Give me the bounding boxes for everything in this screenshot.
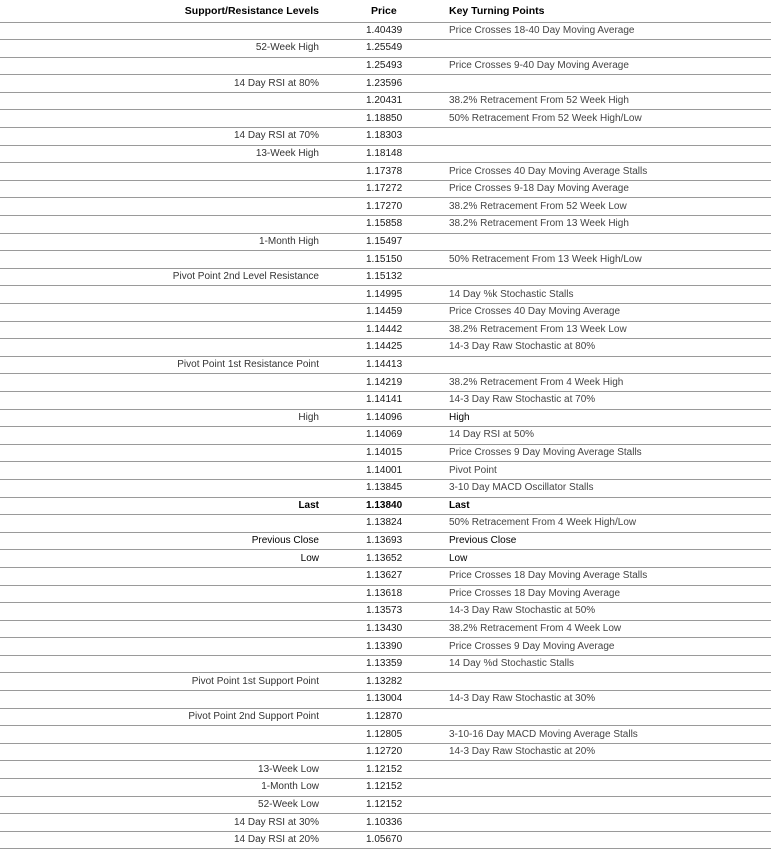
turning-point-cell: 50% Retracement From 4 Week High/Low xyxy=(442,515,771,533)
header-key-turning-points: Key Turning Points xyxy=(442,0,771,22)
level-cell xyxy=(0,691,327,709)
price-cell: 1.12152 xyxy=(327,761,442,779)
turning-point-cell xyxy=(442,268,771,286)
level-cell: 14 Day RSI at 30% xyxy=(0,814,327,832)
level-cell: Low xyxy=(0,550,327,568)
level-cell xyxy=(0,216,327,234)
price-cell: 1.14141 xyxy=(327,391,442,409)
level-cell xyxy=(0,391,327,409)
price-cell: 1.14442 xyxy=(327,321,442,339)
turning-point-cell: Price Crosses 9 Day Moving Average xyxy=(442,638,771,656)
turning-point-cell: 14 Day %d Stochastic Stalls xyxy=(442,655,771,673)
turning-point-cell: 14-3 Day Raw Stochastic at 50% xyxy=(442,603,771,621)
table-row xyxy=(0,567,771,585)
table-row xyxy=(0,814,771,832)
turning-point-cell xyxy=(442,128,771,146)
header-price: Price xyxy=(327,0,442,22)
turning-point-cell: Price Crosses 18 Day Moving Average Stalls xyxy=(442,567,771,585)
level-cell xyxy=(0,567,327,585)
table-row xyxy=(0,92,771,110)
level-cell: Pivot Point 1st Support Point xyxy=(0,673,327,691)
table-row xyxy=(0,268,771,286)
level-cell xyxy=(0,603,327,621)
price-cell: 1.13845 xyxy=(327,479,442,497)
level-cell xyxy=(0,110,327,128)
level-cell: 1-Month Low xyxy=(0,779,327,797)
level-cell: Last xyxy=(0,497,327,515)
price-cell: 1.13282 xyxy=(327,673,442,691)
price-cell: 1.17272 xyxy=(327,180,442,198)
price-cell: 1.13627 xyxy=(327,567,442,585)
table-row xyxy=(0,497,771,515)
level-cell: Pivot Point 2nd Level Resistance xyxy=(0,268,327,286)
level-cell xyxy=(0,444,327,462)
price-cell: 1.13824 xyxy=(327,515,442,533)
table-row xyxy=(0,691,771,709)
table-row xyxy=(0,391,771,409)
level-cell xyxy=(0,479,327,497)
table-row xyxy=(0,22,771,40)
price-cell: 1.40439 xyxy=(327,22,442,40)
turning-point-cell xyxy=(442,673,771,691)
table-row xyxy=(0,462,771,480)
turning-point-cell xyxy=(442,40,771,58)
table-row xyxy=(0,655,771,673)
level-cell xyxy=(0,251,327,269)
turning-point-cell: 3-10-16 Day MACD Moving Average Stalls xyxy=(442,726,771,744)
level-cell: 1-Month High xyxy=(0,233,327,251)
price-cell: 1.15497 xyxy=(327,233,442,251)
table-row xyxy=(0,110,771,128)
price-cell: 1.13390 xyxy=(327,638,442,656)
price-cell: 1.17378 xyxy=(327,163,442,181)
level-cell xyxy=(0,620,327,638)
table-row xyxy=(0,409,771,427)
table-row xyxy=(0,286,771,304)
price-cell: 1.20431 xyxy=(327,92,442,110)
table-row xyxy=(0,427,771,445)
turning-point-cell: 3-10 Day MACD Oscillator Stalls xyxy=(442,479,771,497)
level-cell xyxy=(0,462,327,480)
table-row xyxy=(0,708,771,726)
table-row xyxy=(0,532,771,550)
turning-point-cell xyxy=(442,356,771,374)
price-cell: 1.14425 xyxy=(327,339,442,357)
price-cell: 1.14015 xyxy=(327,444,442,462)
table-row xyxy=(0,304,771,322)
table-body xyxy=(0,22,771,849)
table-row xyxy=(0,638,771,656)
turning-point-cell: Price Crosses 40 Day Moving Average Stalls xyxy=(442,163,771,181)
turning-point-cell: 50% Retracement From 52 Week High/Low xyxy=(442,110,771,128)
price-cell: 1.18850 xyxy=(327,110,442,128)
price-cell: 1.12805 xyxy=(327,726,442,744)
table-row xyxy=(0,796,771,814)
price-cell: 1.14069 xyxy=(327,427,442,445)
table-row xyxy=(0,128,771,146)
turning-point-cell xyxy=(442,708,771,726)
price-cell: 1.13840 xyxy=(327,497,442,515)
table-row xyxy=(0,620,771,638)
price-cell: 1.23596 xyxy=(327,75,442,93)
level-cell: Pivot Point 2nd Support Point xyxy=(0,708,327,726)
table-row xyxy=(0,831,771,849)
table-row xyxy=(0,233,771,251)
level-cell: 13-Week High xyxy=(0,145,327,163)
table-row xyxy=(0,761,771,779)
table-row xyxy=(0,779,771,797)
level-cell xyxy=(0,198,327,216)
table-row xyxy=(0,515,771,533)
level-cell xyxy=(0,638,327,656)
table-row xyxy=(0,356,771,374)
turning-point-cell: Last xyxy=(442,497,771,515)
turning-point-cell: 38.2% Retracement From 13 Week High xyxy=(442,216,771,234)
table-row xyxy=(0,673,771,691)
turning-point-cell xyxy=(442,814,771,832)
turning-point-cell: 38.2% Retracement From 13 Week Low xyxy=(442,321,771,339)
level-cell xyxy=(0,374,327,392)
level-cell xyxy=(0,304,327,322)
level-cell xyxy=(0,180,327,198)
level-cell xyxy=(0,339,327,357)
turning-point-cell: Price Crosses 18-40 Day Moving Average xyxy=(442,22,771,40)
price-cell: 1.14096 xyxy=(327,409,442,427)
turning-point-cell: Price Crosses 18 Day Moving Average xyxy=(442,585,771,603)
turning-point-cell: 14 Day %k Stochastic Stalls xyxy=(442,286,771,304)
price-cell: 1.15858 xyxy=(327,216,442,234)
turning-point-cell: Low xyxy=(442,550,771,568)
price-cell: 1.05670 xyxy=(327,831,442,849)
level-cell: 14 Day RSI at 20% xyxy=(0,831,327,849)
price-cell: 1.13359 xyxy=(327,655,442,673)
turning-point-cell: 14-3 Day Raw Stochastic at 30% xyxy=(442,691,771,709)
price-cell: 1.12720 xyxy=(327,743,442,761)
level-cell xyxy=(0,321,327,339)
table-row xyxy=(0,743,771,761)
table-row xyxy=(0,321,771,339)
table-row xyxy=(0,40,771,58)
table-row xyxy=(0,216,771,234)
price-cell: 1.13618 xyxy=(327,585,442,603)
price-cell: 1.25549 xyxy=(327,40,442,58)
turning-point-cell: 38.2% Retracement From 4 Week Low xyxy=(442,620,771,638)
table-row xyxy=(0,479,771,497)
turning-point-cell xyxy=(442,145,771,163)
level-cell xyxy=(0,515,327,533)
price-cell: 1.14413 xyxy=(327,356,442,374)
level-cell: 14 Day RSI at 80% xyxy=(0,75,327,93)
price-cell: 1.12870 xyxy=(327,708,442,726)
price-cell: 1.13573 xyxy=(327,603,442,621)
price-cell: 1.13693 xyxy=(327,532,442,550)
price-cell: 1.15132 xyxy=(327,268,442,286)
turning-point-cell: Pivot Point xyxy=(442,462,771,480)
table-row xyxy=(0,75,771,93)
turning-point-cell xyxy=(442,761,771,779)
table-row xyxy=(0,145,771,163)
level-cell xyxy=(0,57,327,75)
price-cell: 1.18303 xyxy=(327,128,442,146)
level-cell xyxy=(0,655,327,673)
price-cell: 1.25493 xyxy=(327,57,442,75)
price-cell: 1.14001 xyxy=(327,462,442,480)
level-cell: 13-Week Low xyxy=(0,761,327,779)
header-support-resistance-levels: Support/Resistance Levels xyxy=(0,0,327,22)
table-row xyxy=(0,374,771,392)
table-row xyxy=(0,550,771,568)
turning-point-cell: 14-3 Day Raw Stochastic at 70% xyxy=(442,391,771,409)
level-cell xyxy=(0,92,327,110)
price-cell: 1.13430 xyxy=(327,620,442,638)
price-cell: 1.10336 xyxy=(327,814,442,832)
price-cell: 1.13004 xyxy=(327,691,442,709)
turning-point-cell xyxy=(442,831,771,849)
level-cell xyxy=(0,427,327,445)
turning-point-cell xyxy=(442,796,771,814)
level-cell xyxy=(0,726,327,744)
level-cell xyxy=(0,585,327,603)
price-cell: 1.14459 xyxy=(327,304,442,322)
level-cell: 52-Week Low xyxy=(0,796,327,814)
price-cell: 1.12152 xyxy=(327,796,442,814)
turning-point-cell: Price Crosses 40 Day Moving Average xyxy=(442,304,771,322)
price-cell: 1.14995 xyxy=(327,286,442,304)
price-cell: 1.14219 xyxy=(327,374,442,392)
level-cell: 14 Day RSI at 70% xyxy=(0,128,327,146)
turning-point-cell xyxy=(442,75,771,93)
level-cell: Pivot Point 1st Resistance Point xyxy=(0,356,327,374)
table-row xyxy=(0,444,771,462)
turning-point-cell: 14-3 Day Raw Stochastic at 80% xyxy=(442,339,771,357)
turning-point-cell xyxy=(442,779,771,797)
price-cell: 1.12152 xyxy=(327,779,442,797)
price-cell: 1.18148 xyxy=(327,145,442,163)
level-cell xyxy=(0,22,327,40)
turning-point-cell: High xyxy=(442,409,771,427)
level-cell xyxy=(0,286,327,304)
turning-point-cell: Price Crosses 9-18 Day Moving Average xyxy=(442,180,771,198)
turning-point-cell: 50% Retracement From 13 Week High/Low xyxy=(442,251,771,269)
turning-point-cell: 38.2% Retracement From 52 Week Low xyxy=(442,198,771,216)
level-cell: 52-Week High xyxy=(0,40,327,58)
table-row xyxy=(0,180,771,198)
level-cell: High xyxy=(0,409,327,427)
table-row xyxy=(0,339,771,357)
level-cell xyxy=(0,163,327,181)
table-row xyxy=(0,198,771,216)
table-row xyxy=(0,251,771,269)
turning-point-cell: 38.2% Retracement From 52 Week High xyxy=(442,92,771,110)
turning-point-cell: 38.2% Retracement From 4 Week High xyxy=(442,374,771,392)
turning-point-cell: Previous Close xyxy=(442,532,771,550)
table-row xyxy=(0,726,771,744)
price-cell: 1.15150 xyxy=(327,251,442,269)
turning-point-cell: Price Crosses 9-40 Day Moving Average xyxy=(442,57,771,75)
level-cell xyxy=(0,743,327,761)
table-row xyxy=(0,585,771,603)
turning-point-cell xyxy=(442,233,771,251)
turning-point-cell: 14 Day RSI at 50% xyxy=(442,427,771,445)
table-header-row xyxy=(0,0,771,22)
price-cell: 1.13652 xyxy=(327,550,442,568)
price-cell: 1.17270 xyxy=(327,198,442,216)
turning-point-cell: Price Crosses 9 Day Moving Average Stalls xyxy=(442,444,771,462)
table-row xyxy=(0,57,771,75)
table-row xyxy=(0,603,771,621)
table-row xyxy=(0,163,771,181)
level-cell: Previous Close xyxy=(0,532,327,550)
turning-point-cell: 14-3 Day Raw Stochastic at 20% xyxy=(442,743,771,761)
